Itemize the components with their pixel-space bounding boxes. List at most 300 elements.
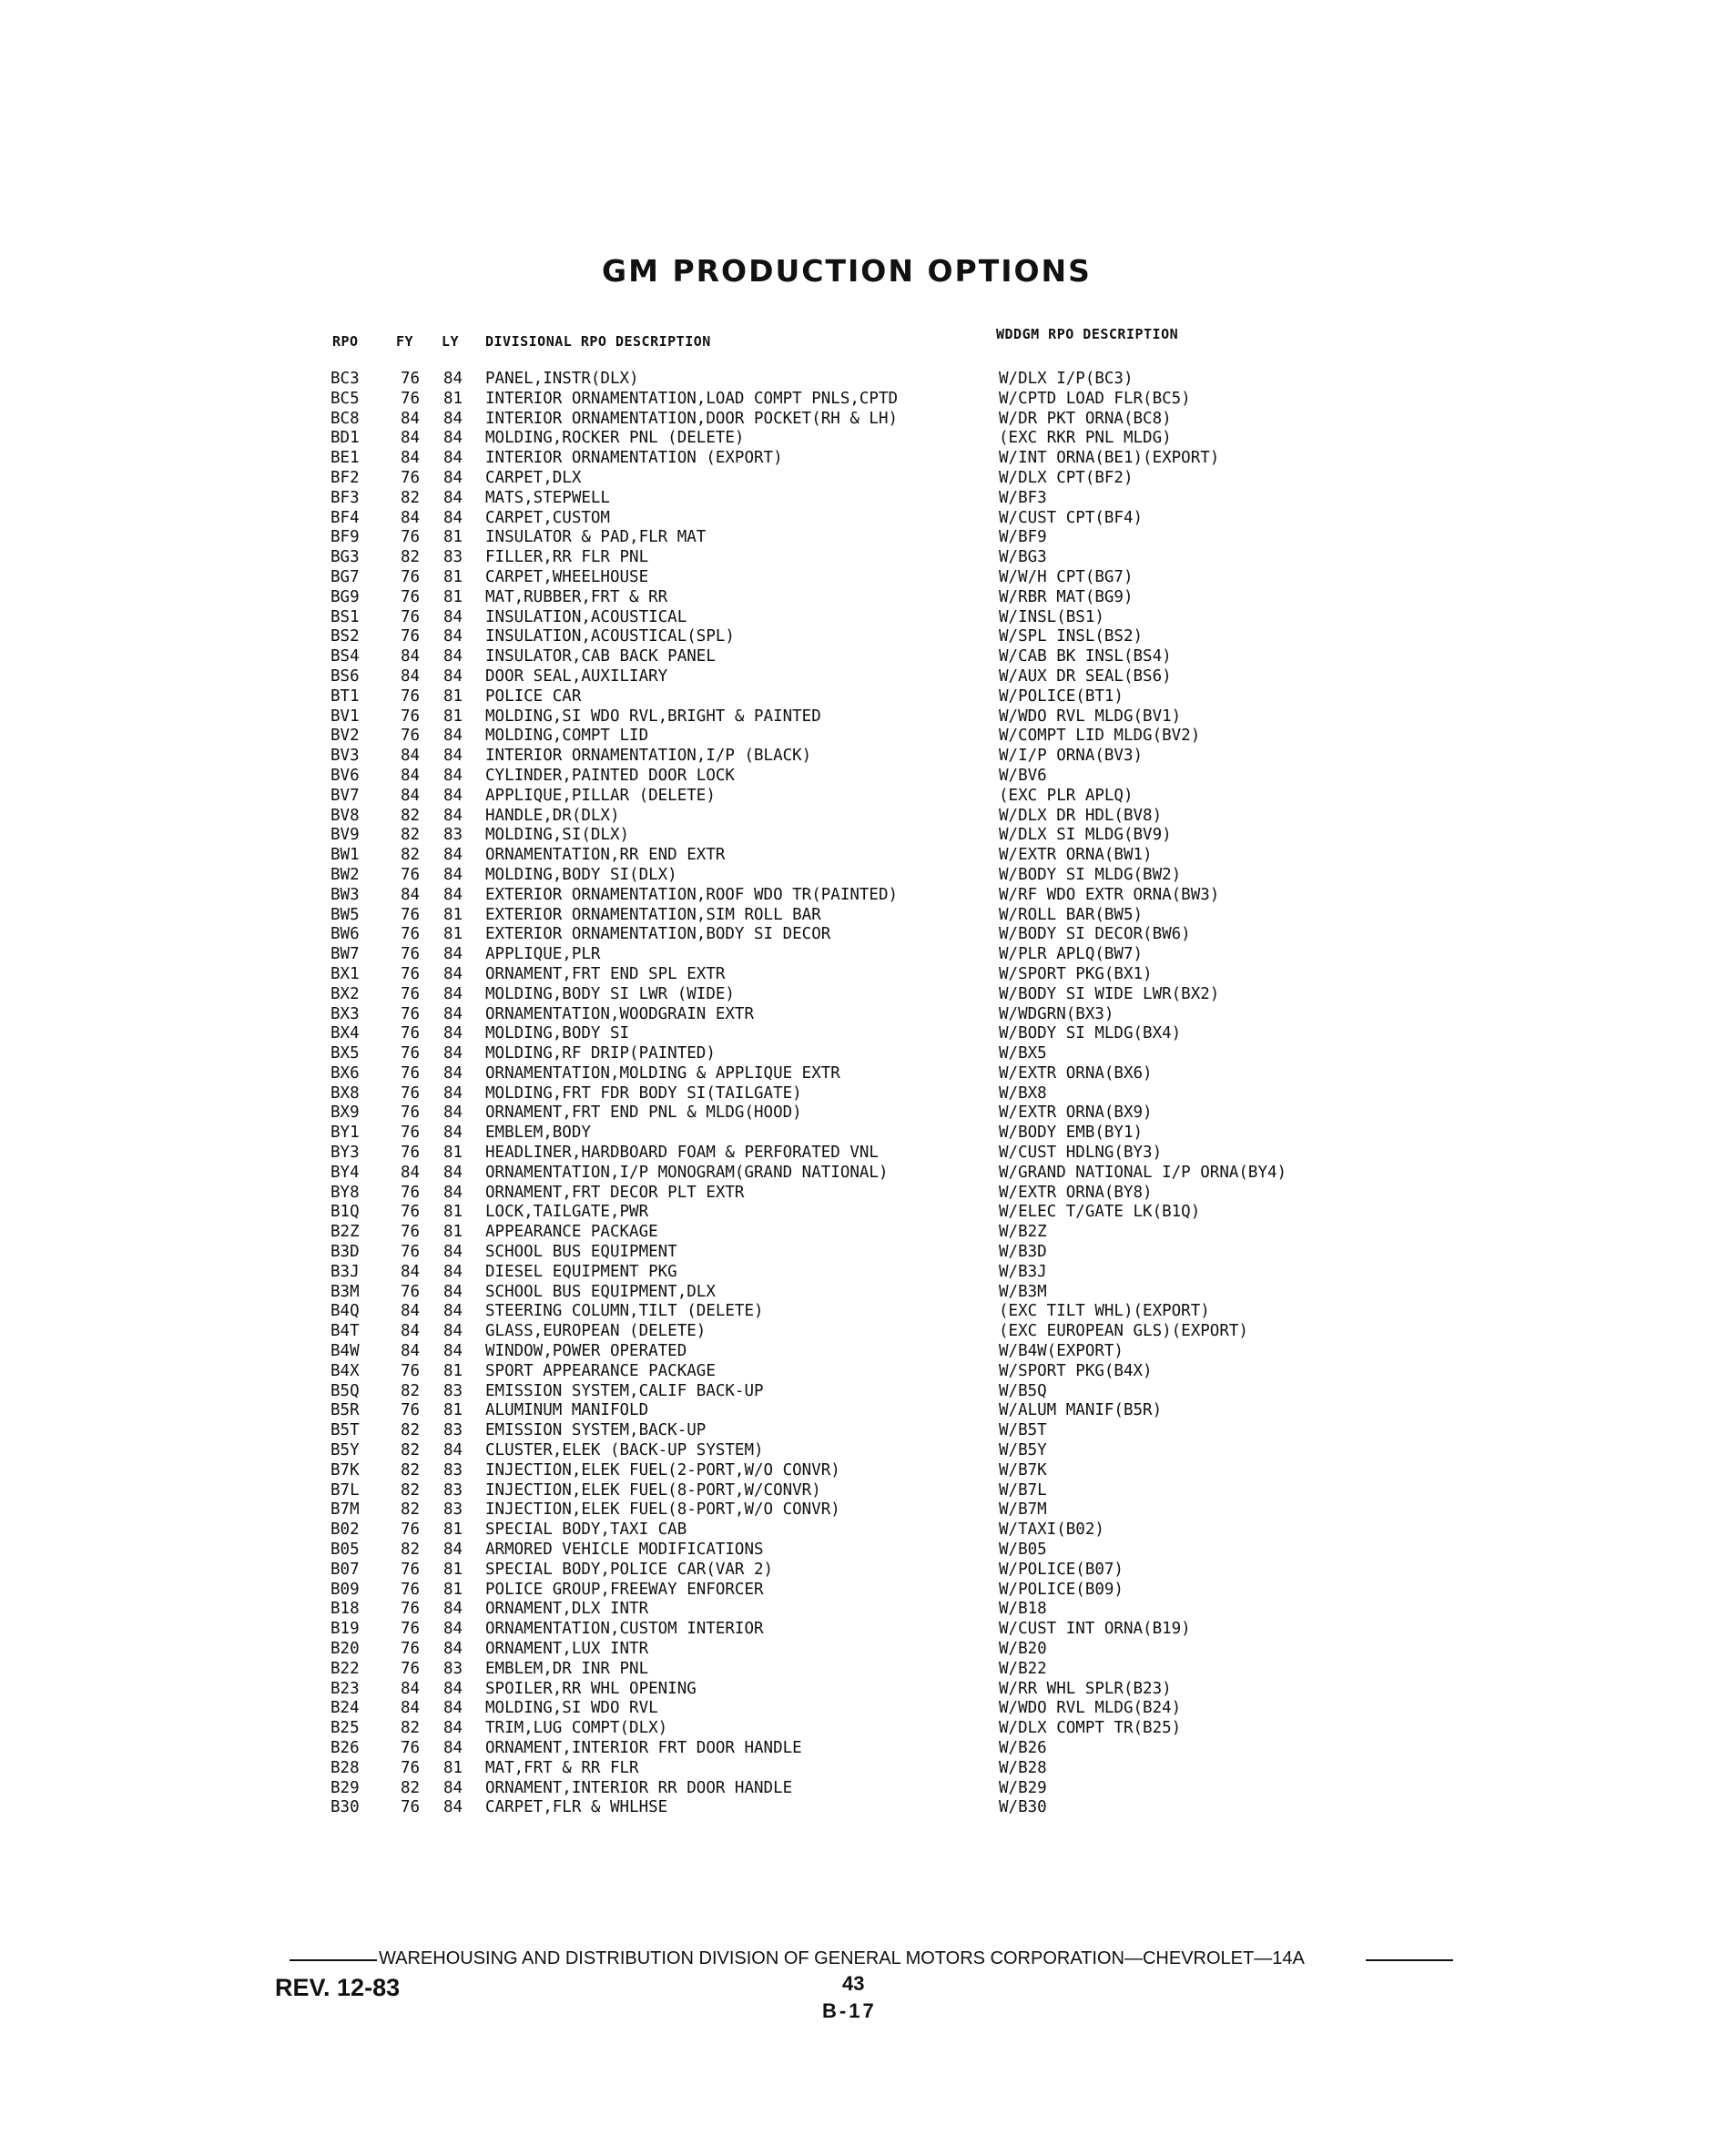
- wddgm-description: W/WDO RVL MLDG(B24): [999, 1699, 1182, 1718]
- first-year: 76: [401, 1520, 421, 1540]
- rpo-code: BF9: [331, 528, 360, 547]
- wddgm-description: W/B5Y: [999, 1441, 1047, 1460]
- divisional-description: ORNAMENT,FRT END PNL & MLDG(HOOD): [485, 1103, 802, 1123]
- first-year: 82: [401, 1381, 421, 1400]
- first-year: 76: [401, 727, 421, 746]
- divisional-description: HEADLINER,HARDBOARD FOAM & PERFORATED VNL: [485, 1144, 879, 1163]
- wddgm-description: W/COMPT LID MLDG(BV2): [999, 727, 1201, 746]
- divisional-description: INSULATOR & PAD,FLR MAT: [485, 528, 707, 547]
- rpo-code: BW2: [331, 865, 360, 884]
- wddgm-description: W/POLICE(BT1): [999, 686, 1124, 706]
- divisional-description: DOOR SEAL,AUXILIARY: [485, 666, 668, 686]
- divisional-description: DIESEL EQUIPMENT PKG: [485, 1262, 677, 1281]
- rpo-code: B5R: [331, 1401, 360, 1420]
- wddgm-description: W/DLX SI MLDG(BV9): [999, 826, 1172, 845]
- wddgm-description: W/BV6: [999, 766, 1047, 785]
- last-year: 81: [443, 1203, 463, 1222]
- col-header-wddgm-description: WDDGM RPO DESCRIPTION: [996, 326, 1179, 342]
- wddgm-description: W/DLX CPT(BF2): [999, 468, 1134, 487]
- rpo-code: B2Z: [331, 1223, 360, 1242]
- last-year: 83: [443, 1460, 463, 1480]
- table-row: [0, 1044, 1719, 1064]
- last-year: 84: [443, 786, 463, 805]
- last-year: 84: [443, 449, 463, 468]
- first-year: 76: [401, 389, 421, 408]
- last-year: 84: [443, 1322, 463, 1341]
- divisional-description: INJECTION,ELEK FUEL(8-PORT,W/O CONVR): [485, 1500, 840, 1520]
- table-row: [0, 1084, 1719, 1104]
- table-row: [0, 1164, 1719, 1184]
- table-row: [0, 1322, 1719, 1342]
- table-row: [0, 1680, 1719, 1700]
- last-year: 81: [443, 905, 463, 924]
- table-row: [0, 449, 1719, 469]
- last-year: 84: [443, 727, 463, 746]
- wddgm-description: W/BF9: [999, 528, 1047, 547]
- divisional-description: INTERIOR ORNAMENTATION (EXPORT): [485, 449, 783, 468]
- wddgm-description: (EXC RKR PNL MLDG): [999, 429, 1172, 448]
- divisional-description: MOLDING,SI(DLX): [485, 826, 630, 845]
- divisional-description: ORNAMENT,LUX INTR: [485, 1640, 649, 1658]
- rpo-code: BX5: [331, 1044, 360, 1063]
- wddgm-description: W/B3J: [999, 1262, 1047, 1281]
- divisional-description: MOLDING,ROCKER PNL (DELETE): [485, 429, 745, 448]
- table-row: [0, 826, 1719, 846]
- divisional-description: INTERIOR ORNAMENTATION,I/P (BLACK): [485, 747, 812, 766]
- divisional-description: MOLDING,SI WDO RVL: [485, 1699, 658, 1718]
- wddgm-description: W/ELEC T/GATE LK(B1Q): [999, 1203, 1201, 1222]
- table-row: [0, 1064, 1719, 1084]
- last-year: 84: [443, 1124, 463, 1143]
- divisional-description: EXTERIOR ORNAMENTATION,ROOF WDO TR(PAINTED): [485, 885, 899, 904]
- last-year: 81: [443, 567, 463, 586]
- wddgm-description: W/EXTR ORNA(BX6): [999, 1063, 1153, 1083]
- wddgm-description: W/TAXI(B02): [999, 1520, 1104, 1540]
- divisional-description: LOCK,TAILGATE,PWR: [485, 1203, 649, 1222]
- first-year: 82: [401, 1500, 421, 1520]
- rpo-code: B23: [331, 1679, 360, 1698]
- wddgm-description: W/GRAND NATIONAL I/P ORNA(BY4): [999, 1163, 1287, 1182]
- wddgm-description: W/B05: [999, 1541, 1047, 1560]
- first-year: 82: [401, 1719, 421, 1738]
- wddgm-description: (EXC PLR APLQ): [999, 786, 1134, 805]
- table-row: [0, 1640, 1719, 1660]
- divisional-description: ARMORED VEHICLE MODIFICATIONS: [485, 1541, 764, 1560]
- rpo-code: B4Q: [331, 1302, 360, 1321]
- wddgm-description: W/W/H CPT(BG7): [999, 567, 1134, 586]
- table-row: [0, 886, 1719, 906]
- rpo-code: BS4: [331, 647, 360, 666]
- last-year: 84: [443, 627, 463, 646]
- last-year: 84: [443, 1044, 463, 1063]
- first-year: 76: [401, 1144, 421, 1163]
- table-row: [0, 1481, 1719, 1501]
- last-year: 84: [443, 409, 463, 428]
- table-row: [0, 687, 1719, 707]
- rpo-code: BY8: [331, 1183, 360, 1202]
- first-year: 76: [401, 707, 421, 726]
- divisional-description: ORNAMENT,INTERIOR RR DOOR HANDLE: [485, 1778, 793, 1797]
- first-year: 84: [401, 409, 421, 428]
- col-header-fy: FY: [396, 333, 414, 350]
- first-year: 84: [401, 1262, 421, 1281]
- first-year: 76: [401, 984, 421, 1003]
- wddgm-description: W/POLICE(B07): [999, 1560, 1124, 1579]
- first-year: 84: [401, 1163, 421, 1182]
- rpo-code: B05: [331, 1541, 360, 1560]
- last-year: 84: [443, 666, 463, 686]
- first-year: 76: [401, 686, 421, 706]
- wddgm-description: W/B3D: [999, 1243, 1047, 1262]
- divisional-description: INSULATION,ACOUSTICAL(SPL): [485, 627, 735, 646]
- rpo-code: BW7: [331, 945, 360, 964]
- wddgm-description: W/DLX COMPT TR(B25): [999, 1719, 1182, 1738]
- table-row: [0, 608, 1719, 628]
- divisional-description: INTERIOR ORNAMENTATION,LOAD COMPT PNLS,CPTD: [485, 389, 899, 408]
- first-year: 76: [401, 1083, 421, 1103]
- divisional-description: ORNAMENTATION,CUSTOM INTERIOR: [485, 1620, 764, 1639]
- first-year: 82: [401, 1778, 421, 1797]
- last-year: 84: [443, 766, 463, 785]
- wddgm-description: W/INSL(BS1): [999, 607, 1104, 626]
- first-year: 76: [401, 1659, 421, 1678]
- rpo-code: BW6: [331, 925, 360, 944]
- divisional-description: POLICE CAR: [485, 686, 582, 706]
- last-year: 81: [443, 1401, 463, 1420]
- first-year: 84: [401, 429, 421, 448]
- divisional-description: APPLIQUE,PLR: [485, 945, 601, 964]
- rpo-code: B24: [331, 1699, 360, 1718]
- rpo-code: BG3: [331, 548, 360, 567]
- rpo-code: BW1: [331, 846, 360, 865]
- last-year: 84: [443, 1163, 463, 1182]
- table-row: [0, 1620, 1719, 1640]
- first-year: 82: [401, 826, 421, 845]
- wddgm-description: W/INT ORNA(BE1)(EXPORT): [999, 449, 1220, 468]
- last-year: 84: [443, 1738, 463, 1757]
- last-year: 84: [443, 1262, 463, 1281]
- rpo-code: BD1: [331, 429, 360, 448]
- divisional-description: MOLDING,SI WDO RVL,BRIGHT & PAINTED: [485, 707, 821, 726]
- rpo-code: BE1: [331, 449, 360, 468]
- first-year: 76: [401, 528, 421, 547]
- wddgm-description: W/B2Z: [999, 1223, 1047, 1242]
- divisional-description: MAT,RUBBER,FRT & RR: [485, 587, 668, 606]
- page-number: 43: [842, 1972, 865, 1995]
- divisional-description: CLUSTER,ELEK (BACK-UP SYSTEM): [485, 1441, 764, 1460]
- table-row: [0, 1798, 1719, 1818]
- wddgm-description: W/RF WDO EXTR ORNA(BW3): [999, 885, 1220, 904]
- wddgm-description: W/POLICE(B09): [999, 1580, 1124, 1599]
- wddgm-description: W/B29: [999, 1778, 1047, 1797]
- last-year: 84: [443, 1679, 463, 1698]
- first-year: 84: [401, 666, 421, 686]
- divisional-description: INSULATION,ACOUSTICAL: [485, 607, 687, 626]
- rpo-code: BS2: [331, 627, 360, 646]
- divisional-description: MOLDING,BODY SI LWR (WIDE): [485, 984, 735, 1003]
- table-row: [0, 1441, 1719, 1461]
- wddgm-description: W/EXTR ORNA(BX9): [999, 1103, 1153, 1123]
- first-year: 76: [401, 1223, 421, 1242]
- first-year: 82: [401, 488, 421, 507]
- first-year: 76: [401, 1560, 421, 1579]
- rpo-code: B3J: [331, 1262, 360, 1281]
- revision-label: REV. 12-83: [275, 1974, 401, 2001]
- last-year: 84: [443, 1342, 463, 1361]
- rpo-code: B09: [331, 1580, 360, 1599]
- divisional-description: ORNAMENTATION,I/P MONOGRAM(GRAND NATIONAL): [485, 1163, 889, 1182]
- last-year: 81: [443, 1144, 463, 1163]
- wddgm-description: W/B22: [999, 1659, 1047, 1678]
- first-year: 82: [401, 1541, 421, 1560]
- table-row: [0, 588, 1719, 608]
- last-year: 84: [443, 1600, 463, 1619]
- rpo-code: BV3: [331, 747, 360, 766]
- wddgm-description: W/B4W(EXPORT): [999, 1342, 1124, 1361]
- wddgm-description: W/B5T: [999, 1421, 1047, 1440]
- first-year: 84: [401, 747, 421, 766]
- rpo-code: B4X: [331, 1361, 360, 1380]
- last-year: 83: [443, 1381, 463, 1400]
- divisional-description: TRIM,LUG COMPT(DLX): [485, 1719, 668, 1738]
- rpo-code: BX4: [331, 1024, 360, 1043]
- last-year: 81: [443, 686, 463, 706]
- wddgm-description: W/BODY EMB(BY1): [999, 1124, 1144, 1143]
- rpo-code: BY4: [331, 1163, 360, 1182]
- rpo-code: BG9: [331, 587, 360, 606]
- last-year: 84: [443, 984, 463, 1003]
- table-row: [0, 807, 1719, 827]
- rpo-code: BV9: [331, 826, 360, 845]
- divisional-description: FILLER,RR FLR PNL: [485, 548, 649, 567]
- wddgm-description: W/ALUM MANIF(B5R): [999, 1401, 1163, 1420]
- last-year: 84: [443, 1103, 463, 1123]
- divisional-description: ORNAMENT,FRT DECOR PLT EXTR: [485, 1183, 745, 1202]
- rpo-code: BX9: [331, 1103, 360, 1123]
- first-year: 84: [401, 647, 421, 666]
- rpo-code: BT1: [331, 686, 360, 706]
- wddgm-description: W/BF3: [999, 488, 1047, 507]
- table-row: [0, 1184, 1719, 1204]
- last-year: 84: [443, 747, 463, 766]
- rpo-code: B7M: [331, 1500, 360, 1520]
- last-year: 81: [443, 1758, 463, 1777]
- table-row: [0, 390, 1719, 410]
- wddgm-description: W/B3M: [999, 1282, 1047, 1301]
- rpo-code: BX8: [331, 1083, 360, 1103]
- rpo-code: B4W: [331, 1342, 360, 1361]
- table-row: [0, 1461, 1719, 1481]
- first-year: 76: [401, 1103, 421, 1123]
- last-year: 81: [443, 1560, 463, 1579]
- first-year: 76: [401, 1758, 421, 1777]
- divisional-description: EXTERIOR ORNAMENTATION,SIM ROLL BAR: [485, 905, 821, 924]
- rpo-code: BF4: [331, 508, 360, 527]
- rpo-code: BS1: [331, 607, 360, 626]
- divisional-description: EMBLEM,DR INR PNL: [485, 1659, 649, 1678]
- table-row: [0, 1719, 1719, 1739]
- first-year: 76: [401, 587, 421, 606]
- table-row: [0, 1520, 1719, 1541]
- last-year: 84: [443, 1243, 463, 1262]
- wddgm-description: W/CAB BK INSL(BS4): [999, 647, 1172, 666]
- rpo-code: B5Q: [331, 1381, 360, 1400]
- wddgm-description: W/AUX DR SEAL(BS6): [999, 666, 1172, 686]
- first-year: 82: [401, 1421, 421, 1440]
- divisional-description: EMISSION SYSTEM,BACK-UP: [485, 1421, 707, 1440]
- table-row: [0, 469, 1719, 489]
- rpo-code: B26: [331, 1738, 360, 1757]
- rpo-code: B20: [331, 1640, 360, 1658]
- last-year: 84: [443, 508, 463, 527]
- last-year: 81: [443, 389, 463, 408]
- last-year: 84: [443, 607, 463, 626]
- rpo-code: BX1: [331, 964, 360, 983]
- rpo-code: B25: [331, 1719, 360, 1738]
- divisional-description: ORNAMENTATION,MOLDING & APPLIQUE EXTR: [485, 1063, 840, 1083]
- wddgm-description: W/B5Q: [999, 1381, 1047, 1400]
- divisional-description: ORNAMENTATION,WOODGRAIN EXTR: [485, 1004, 755, 1023]
- first-year: 76: [401, 567, 421, 586]
- table-row: [0, 1362, 1719, 1382]
- divisional-description: SCHOOL BUS EQUIPMENT,DLX: [485, 1282, 716, 1301]
- last-year: 81: [443, 1361, 463, 1380]
- divisional-description: MOLDING,RF DRIP(PAINTED): [485, 1044, 716, 1063]
- rpo-code: BV7: [331, 786, 360, 805]
- first-year: 76: [401, 1024, 421, 1043]
- divisional-description: INJECTION,ELEK FUEL(8-PORT,W/CONVR): [485, 1480, 821, 1500]
- wddgm-description: W/BX5: [999, 1044, 1047, 1063]
- rpo-code: B3M: [331, 1282, 360, 1301]
- table-row: [0, 489, 1719, 509]
- first-year: 76: [401, 964, 421, 983]
- table-row: [0, 965, 1719, 985]
- first-year: 84: [401, 508, 421, 527]
- table-row: [0, 767, 1719, 787]
- last-year: 84: [443, 1004, 463, 1023]
- rpo-code: B02: [331, 1520, 360, 1540]
- rpo-code: B30: [331, 1798, 360, 1817]
- wddgm-description: W/CUST HDLNG(BY3): [999, 1144, 1163, 1163]
- wddgm-description: W/EXTR ORNA(BY8): [999, 1183, 1153, 1202]
- table-row: [0, 1779, 1719, 1799]
- last-year: 83: [443, 548, 463, 567]
- wddgm-description: (EXC TILT WHL)(EXPORT): [999, 1302, 1210, 1321]
- last-year: 84: [443, 647, 463, 666]
- last-year: 81: [443, 1223, 463, 1242]
- last-year: 84: [443, 1302, 463, 1321]
- last-year: 84: [443, 1699, 463, 1718]
- divisional-description: STEERING COLUMN,TILT (DELETE): [485, 1302, 764, 1321]
- rpo-code: B1Q: [331, 1203, 360, 1222]
- table-row: [0, 528, 1719, 548]
- rpo-code: B19: [331, 1620, 360, 1639]
- col-header-ly: LY: [442, 333, 460, 350]
- wddgm-description: W/SPL INSL(BS2): [999, 627, 1144, 646]
- rpo-code: BV6: [331, 766, 360, 785]
- col-header-divisional-description: DIVISIONAL RPO DESCRIPTION: [485, 333, 711, 350]
- table-row: [0, 1382, 1719, 1402]
- table-row: [0, 707, 1719, 727]
- last-year: 81: [443, 587, 463, 606]
- table-row: [0, 1561, 1719, 1581]
- divisional-description: EMBLEM,BODY: [485, 1124, 591, 1143]
- divisional-description: MATS,STEPWELL: [485, 488, 610, 507]
- rpo-code: BC8: [331, 409, 360, 428]
- wddgm-description: W/RR WHL SPLR(B23): [999, 1679, 1172, 1698]
- rpo-code: BC3: [331, 370, 360, 388]
- table-row: [0, 667, 1719, 687]
- rpo-code: BV1: [331, 707, 360, 726]
- divisional-description: ORNAMENT,DLX INTR: [485, 1600, 649, 1619]
- table-row: [0, 906, 1719, 926]
- divisional-description: ORNAMENTATION,RR END EXTR: [485, 846, 726, 865]
- wddgm-description: W/I/P ORNA(BV3): [999, 747, 1144, 766]
- table-row: [0, 1342, 1719, 1362]
- rpo-code: BV2: [331, 727, 360, 746]
- table-row: [0, 1541, 1719, 1561]
- last-year: 84: [443, 964, 463, 983]
- rpo-code: B7L: [331, 1480, 360, 1500]
- first-year: 76: [401, 607, 421, 626]
- divisional-description: INTERIOR ORNAMENTATION,DOOR POCKET(RH & LH): [485, 409, 899, 428]
- divisional-description: ORNAMENT,INTERIOR FRT DOOR HANDLE: [485, 1738, 802, 1757]
- last-year: 81: [443, 1580, 463, 1599]
- table-row: [0, 1124, 1719, 1144]
- first-year: 84: [401, 1302, 421, 1321]
- divisional-description: ORNAMENT,FRT END SPL EXTR: [485, 964, 726, 983]
- table-row: [0, 1283, 1719, 1303]
- wddgm-description: W/B7M: [999, 1500, 1047, 1520]
- first-year: 82: [401, 846, 421, 865]
- wddgm-description: W/PLR APLQ(BW7): [999, 945, 1144, 964]
- first-year: 84: [401, 1342, 421, 1361]
- first-year: 84: [401, 1322, 421, 1341]
- first-year: 76: [401, 945, 421, 964]
- first-year: 76: [401, 1243, 421, 1262]
- first-year: 76: [401, 468, 421, 487]
- wddgm-description: W/BX8: [999, 1083, 1047, 1103]
- table-row: [0, 568, 1719, 588]
- wddgm-description: W/B30: [999, 1798, 1047, 1817]
- table-row: [0, 1600, 1719, 1620]
- rpo-code: BS6: [331, 666, 360, 686]
- last-year: 84: [443, 1798, 463, 1817]
- rpo-code: BF2: [331, 468, 360, 487]
- last-year: 84: [443, 370, 463, 388]
- divisional-description: INJECTION,ELEK FUEL(2-PORT,W/O CONVR): [485, 1460, 840, 1480]
- divisional-description: MOLDING,COMPT LID: [485, 727, 649, 746]
- wddgm-description: W/B28: [999, 1758, 1047, 1777]
- rpo-code: B22: [331, 1659, 360, 1678]
- last-year: 84: [443, 1282, 463, 1301]
- rpo-code: BY1: [331, 1124, 360, 1143]
- first-year: 76: [401, 1620, 421, 1639]
- table-row: [0, 548, 1719, 568]
- wddgm-description: W/CPTD LOAD FLR(BC5): [999, 389, 1191, 408]
- table-row: [0, 647, 1719, 667]
- divisional-description: SPECIAL BODY,TAXI CAB: [485, 1520, 687, 1540]
- divisional-description: MAT,FRT & RR FLR: [485, 1758, 639, 1777]
- divisional-description: SCHOOL BUS EQUIPMENT: [485, 1243, 677, 1262]
- table-row: [0, 945, 1719, 965]
- wddgm-description: W/BODY SI DECOR(BW6): [999, 925, 1191, 944]
- table-row: [0, 787, 1719, 807]
- divisional-description: CARPET,DLX: [485, 468, 582, 487]
- wddgm-description: W/BODY SI MLDG(BW2): [999, 865, 1182, 884]
- table-row: [0, 1243, 1719, 1263]
- first-year: 84: [401, 1699, 421, 1718]
